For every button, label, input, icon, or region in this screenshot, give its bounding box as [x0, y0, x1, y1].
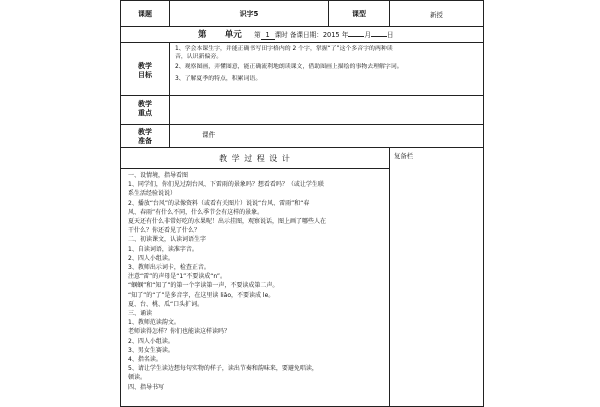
process-line: 5、请让学生读边想每句实物的样子，读出节奏和韵味来，要避免唱读， [128, 365, 318, 373]
prep-content-cell [169, 124, 484, 148]
process-line: 4、指名读。 [128, 356, 162, 364]
topic-label: 课题 [138, 10, 152, 18]
type-label: 课型 [352, 10, 366, 18]
process-line: 2、播放“台风”的录像资料（或看有关图片）说说“台风、雷雨”和“春 [128, 199, 310, 207]
month-blank [348, 36, 364, 37]
process-line: 一、设情境，指导看图 [128, 172, 189, 179]
process-line: 三、诵读 [128, 310, 153, 318]
process-line: 3、男女生赛读。 [128, 346, 174, 354]
goal-line-1: 1、学会本课生字，并能正确书写田字格内的 2 个字，掌握“了”这个多音字的两种读 [175, 46, 393, 52]
focus-label-line1: 教学 [138, 100, 152, 108]
process-line: 四、指导书写 [128, 383, 165, 391]
process-line: 夏、台、桃、瓜“口头扩词。 [128, 300, 204, 308]
process-line: 干什么？你还看见了什么？ [128, 227, 201, 235]
topic-value: 识字5 [239, 10, 259, 18]
process-line: 3、教师出示词卡，检查正音。 [128, 264, 210, 272]
process-line: 注意“雷”的声母是“1”不要读成“n”。 [128, 273, 226, 281]
process-line: 夏天还有什么非常好吃的水果呢！出示挂图，观察说话，图上画了哪些人在 [128, 218, 327, 226]
notes-title: 复备栏 [394, 152, 414, 160]
process-line: 二、初读课文，认读词语生字 [128, 236, 207, 244]
goal-line-4: 3、了解夏季的特点，积累词语。 [175, 76, 262, 82]
process-line: 顿读。 [128, 374, 147, 382]
unit-word: 单元 [224, 30, 242, 40]
lesson-plan-sheet [120, 0, 484, 400]
day-blank [371, 36, 387, 37]
type-value: 新授 [430, 11, 443, 19]
process-line: “知了”的“了”是多音字，在这里读 liǎo，不要读成 le。 [128, 291, 275, 299]
unit-di: 第 [198, 30, 207, 40]
day-suffix: 日 [386, 31, 394, 39]
notes-column [389, 147, 484, 407]
goals-label-line2: 目标 [138, 71, 152, 79]
process-line: 1、同学们，你们见过刮台风、下雷雨的景象吗？想看看吗？（或让学生联 [128, 181, 324, 189]
prep-label-line2: 准备 [138, 137, 152, 145]
goals-label-line1: 教学 [138, 62, 152, 70]
lesson-prefix: 第 [253, 31, 261, 39]
process-lines [128, 171, 390, 392]
process-line: 2、四人小组读。 [128, 337, 174, 345]
unit-line [198, 30, 394, 41]
process-line: 1、自读词语，读准字音。 [128, 245, 198, 253]
month-suffix: 月 [364, 31, 371, 39]
process-line: 老师读得怎样？你们也能读这样读吗？ [128, 328, 231, 336]
prep-content: 课件 [202, 131, 216, 139]
process-line: “蝈蝈”和“知了”的第一个字读第一声，不要读成第二声。 [128, 282, 279, 290]
process-line: 风、春雨”有什么不同，什么季节会有这样的景象。 [128, 208, 264, 216]
prep-label-line1: 教学 [138, 128, 152, 136]
process-title: 教 学 过 程 设 计 [219, 154, 291, 163]
process-line: 系生活经验说说） [128, 190, 177, 198]
focus-content-cell [169, 95, 484, 125]
focus-label-line2: 重点 [138, 109, 152, 117]
lesson-number: 1 [261, 31, 275, 40]
date-prefix: 备课日期：2015 年 [289, 31, 349, 39]
lesson-suffix: 课时 [274, 31, 288, 39]
process-line: 1、教师范读韵文。 [128, 319, 180, 327]
goal-line-3: 2、观察图画，弄懂图意，能正确流利地朗读课文，借助图画上描绘的事物去理解字词。 [175, 64, 403, 70]
goal-line-2: 音，认识新偏旁。 [175, 54, 223, 60]
process-line: 2、四人小组读。 [128, 254, 174, 262]
